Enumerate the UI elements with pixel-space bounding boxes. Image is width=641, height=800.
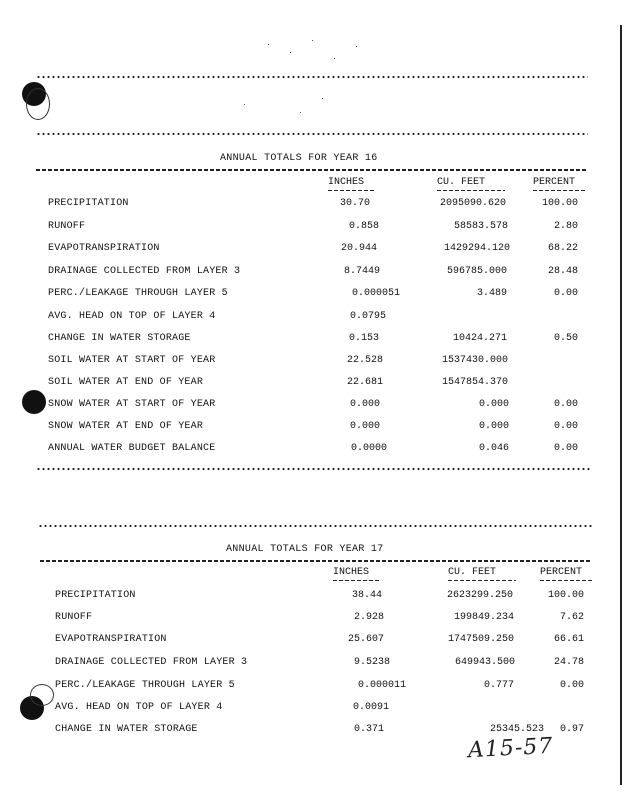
table-row [0,198,641,212]
scan-speck [268,44,269,45]
percent-value: 0.97 [559,724,584,735]
inches-value: 25.607 [347,634,384,645]
scan-speck [356,46,357,47]
table-row [0,399,641,413]
percent-value: 0.00 [553,443,578,454]
table-row [0,311,641,325]
inches-value: 8.7449 [343,266,380,277]
row-label: DRAINAGE COLLECTED FROM LAYER 3 [48,266,241,277]
row-label: SNOW WATER AT START OF YEAR [48,399,216,410]
scan-speck [312,40,313,41]
scan-speck [334,58,335,59]
dashed-rule [40,560,592,562]
asterisk-separator [36,131,588,137]
table-row [0,590,641,604]
cu-feet-value: 1547854.370 [441,377,508,388]
percent-value: 0.00 [553,421,578,432]
inches-value: 0.153 [348,333,379,344]
inches-header: INCHES [328,177,374,191]
row-label: ANNUAL WATER BUDGET BALANCE [48,443,216,454]
percent-value: 7.62 [559,612,584,623]
percent-value: 0.50 [553,333,578,344]
percent-value: 66.61 [553,634,584,645]
row-label: AVG. HEAD ON TOP OF LAYER 4 [55,702,223,713]
row-label: PERC./LEAKAGE THROUGH LAYER 5 [48,288,228,299]
percent-value: 0.00 [559,680,584,691]
table-row [0,657,641,671]
table-row [0,634,641,648]
cu-feet-value: 596785.000 [446,266,507,277]
cu-feet-value: 649943.500 [454,657,515,668]
cu-feet-value: 0.777 [483,680,514,691]
cu-feet-value: 3.489 [476,288,507,299]
cu-feet-value: 25345.523 [489,724,544,735]
table-row [0,333,641,347]
percent-header: PERCENT [533,177,585,191]
percent-value: 68.22 [547,243,578,254]
inches-value: 0.858 [348,221,379,232]
cu-feet-value: 1429294.120 [443,243,510,254]
inches-value: 9.5238 [353,657,390,668]
year-17-title: ANNUAL TOTALS FOR YEAR 17 [226,544,384,555]
row-label: CHANGE IN WATER STORAGE [55,724,198,735]
row-label: SOIL WATER AT START OF YEAR [48,355,216,366]
inches-value: 0.371 [353,724,384,735]
cu-feet-value: 1537430.000 [441,355,508,366]
cu-feet-value: 58583.578 [453,221,508,232]
cu-feet-header: CU. FEET [437,177,505,191]
cu-feet-value: 1747509.250 [447,634,514,645]
scan-speck [244,104,245,105]
table-row [0,421,641,435]
cu-feet-value: 199849.234 [453,612,514,623]
percent-value: 28.48 [547,266,578,277]
inches-value: 30.70 [339,198,370,209]
inches-header: INCHES [333,567,379,581]
asterisk-separator [36,74,588,80]
dashed-rule [36,169,588,171]
year-16-title: ANNUAL TOTALS FOR YEAR 16 [220,153,378,164]
cu-feet-header: CU. FEET [448,567,516,581]
scan-speck [290,52,291,53]
inches-value: 20.944 [340,243,377,254]
percent-value: 2.80 [553,221,578,232]
inches-value: 38.44 [351,590,382,601]
inches-value: 0.000051 [351,288,400,299]
inches-value: 2.928 [353,612,384,623]
percent-value: 100.00 [547,590,584,601]
asterisk-separator [38,523,594,529]
row-label: AVG. HEAD ON TOP OF LAYER 4 [48,311,216,322]
percent-value: 0.00 [553,288,578,299]
percent-header: PERCENT [540,567,592,581]
table-row [0,612,641,626]
table-row [0,288,641,302]
row-label: CHANGE IN WATER STORAGE [48,333,191,344]
inches-value: 0.000 [349,399,380,410]
row-label: DRAINAGE COLLECTED FROM LAYER 3 [55,657,248,668]
punch-hole-ring-top [26,88,50,120]
row-label: PRECIPITATION [48,198,129,209]
scan-speck [300,112,301,113]
handwritten-note: A15-57 [467,733,554,764]
table-row [0,266,641,280]
table-row [0,702,641,716]
table-row [0,443,641,457]
inches-value: 22.681 [346,377,383,388]
table-row [0,243,641,257]
table-row [0,680,641,694]
table-row [0,355,641,369]
inches-value: 0.000011 [357,680,406,691]
table-row [0,221,641,235]
cu-feet-value: 0.000 [478,421,509,432]
asterisk-separator [36,466,592,472]
cu-feet-value: 0.046 [478,443,509,454]
scan-speck [322,98,323,99]
inches-value: 0.0000 [350,443,387,454]
percent-value: 100.00 [541,198,578,209]
row-label: PERC./LEAKAGE THROUGH LAYER 5 [55,680,235,691]
cu-feet-value: 2623299.250 [446,590,513,601]
cu-feet-value: 2095090.620 [439,198,506,209]
row-label: RUNOFF [48,221,86,232]
percent-value: 24.78 [553,657,584,668]
row-label: RUNOFF [55,612,93,623]
row-label: EVAPOTRANSPIRATION [48,243,160,254]
inches-value: 22.528 [346,355,383,366]
inches-value: 0.000 [349,421,380,432]
row-label: EVAPOTRANSPIRATION [55,634,167,645]
percent-value: 0.00 [553,399,578,410]
table-row [0,377,641,391]
row-label: SOIL WATER AT END OF YEAR [48,377,204,388]
inches-value: 0.0091 [352,702,389,713]
inches-value: 0.0795 [349,311,386,322]
row-label: PRECIPITATION [55,590,136,601]
cu-feet-value: 0.000 [478,399,509,410]
cu-feet-value: 10424.271 [452,333,507,344]
row-label: SNOW WATER AT END OF YEAR [48,421,204,432]
